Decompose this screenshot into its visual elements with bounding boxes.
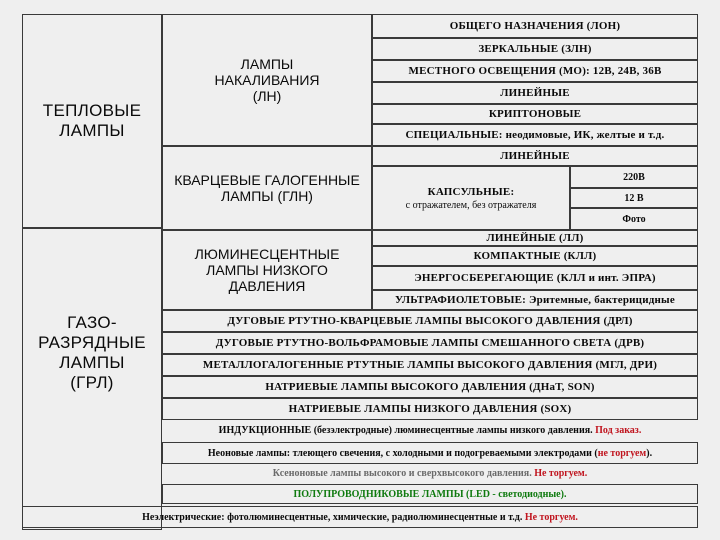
drv-label: ДУГОВЫЕ РТУТНО-ВОЛЬФРАМОВЫЕ ЛАМПЫ СМЕШАННОГО СВЕТА (ДРВ) bbox=[215, 337, 645, 349]
special-label: СПЕЦИАЛЬНЫЕ: неодимовые, ИК, желтые и т.д. bbox=[405, 129, 665, 141]
mgl-label: МЕТАЛЛОГАЛОГЕННЫЕ РТУТНЫЕ ЛАМПЫ ВЫСОКОГО ДАВЛЕНИЯ (МГЛ, ДРИ) bbox=[202, 359, 658, 371]
linear-fluorescent-row bbox=[372, 230, 698, 246]
voltage-220-label: 220В bbox=[623, 171, 645, 183]
voltage-12-cell bbox=[570, 188, 698, 208]
drv-row bbox=[162, 332, 698, 354]
capsule-halogen-box bbox=[372, 166, 570, 230]
led-label: ПОЛУПРОВОДНИКОВЫЕ ЛАМПЫ (LED - светодиодные). bbox=[293, 488, 567, 500]
special-row bbox=[372, 124, 698, 146]
linear-halogen-label: ЛИНЕЙНЫЕ bbox=[500, 150, 570, 162]
voltage-12-label: 12 В bbox=[624, 192, 644, 204]
induction-line bbox=[172, 425, 688, 436]
krypton-label: КРИПТОНОВЫЕ bbox=[488, 108, 582, 120]
neon-tail: ). bbox=[646, 447, 653, 459]
hps-label: НАТРИЕВЫЕ ЛАМПЫ ВЫСОКОГО ДАВЛЕНИЯ (ДНаТ, SON) bbox=[265, 381, 595, 393]
local-lighting-label: МЕСТНОГО ОСВЕЩЕНИЯ (МО): 12В, 24В, 36В bbox=[408, 65, 662, 77]
reflector-label: ЗЕРКАЛЬНЫЕ (ЗЛН) bbox=[478, 43, 592, 55]
drl-label: ДУГОВЫЕ РТУТНО-КВАРЦЕВЫЕ ЛАМПЫ ВЫСОКОГО ДАВЛЕНИЯ (ДРЛ) bbox=[227, 315, 633, 327]
induction-note: Под заказ. bbox=[595, 425, 642, 436]
reflector-row bbox=[372, 38, 698, 60]
neon-text: Неоновые лампы: тлеющего свечения, с холодными и подогреваемыми электродами ( bbox=[207, 447, 598, 459]
capsule-sub-label: с отражателем, без отражателя bbox=[405, 199, 537, 211]
non-electric-text: Неэлектрические: фотолюминесцентные, химические, радиолюминесцентные и т.д. bbox=[142, 511, 525, 523]
halogen-group-box bbox=[162, 146, 372, 230]
fluorescent-group-label: ЛЮМИНЕСЦЕНТНЫЕ ЛАМПЫ НИЗКОГО ДАВЛЕНИЯ bbox=[194, 246, 340, 294]
led-box bbox=[162, 484, 698, 504]
linear-incandescent-row bbox=[372, 82, 698, 104]
general-purpose-label: ОБЩЕГО НАЗНАЧЕНИЯ (ЛОН) bbox=[449, 20, 621, 32]
neon-box bbox=[162, 442, 698, 464]
xenon-text: Ксеноновые лампы высокого и сверхвысокого давления. bbox=[272, 468, 535, 479]
energy-saving-label: ЭНЕРГОСБЕРЕГАЮЩИЕ (КЛЛ и инт. ЭПРА) bbox=[414, 272, 656, 284]
krypton-row bbox=[372, 104, 698, 124]
drl-row bbox=[162, 310, 698, 332]
ultraviolet-label: УЛЬТРАФИОЛЕТОВЫЕ: Эритемные, бактерицидные bbox=[395, 294, 675, 306]
linear-halogen-row bbox=[372, 146, 698, 166]
thermal-lamps-box bbox=[22, 14, 162, 228]
incandescent-group-label: ЛАМПЫ НАКАЛИВАНИЯ (ЛН) bbox=[214, 56, 320, 104]
energy-saving-row bbox=[372, 266, 698, 290]
non-electric-note: Не торгуем. bbox=[524, 511, 578, 523]
lps-row bbox=[162, 398, 698, 420]
induction-text: ИНДУКЦИОННЫЕ (безэлектродные) люминесцентные лампы низкого давления. bbox=[218, 425, 596, 436]
xenon-line bbox=[162, 468, 698, 479]
linear-fluorescent-label: ЛИНЕЙНЫЕ (ЛЛ) bbox=[486, 232, 584, 244]
voltage-220-cell bbox=[570, 166, 698, 188]
linear-incandescent-label: ЛИНЕЙНЫЕ bbox=[500, 87, 570, 99]
xenon-note: Не торгуем. bbox=[534, 468, 588, 479]
photo-cell bbox=[570, 208, 698, 230]
neon-note: не торгуем bbox=[597, 447, 647, 459]
hps-row bbox=[162, 376, 698, 398]
thermal-lamps-label: ТЕПЛОВЫЕ ЛАМПЫ bbox=[42, 101, 142, 140]
gas-discharge-lamps-label: ГАЗО-РАЗРЯДНЫЕ ЛАМПЫ (ГРЛ) bbox=[38, 313, 146, 392]
mgl-row bbox=[162, 354, 698, 376]
non-electric-box bbox=[22, 506, 698, 528]
ultraviolet-row bbox=[372, 290, 698, 310]
compact-fluorescent-label: КОМПАКТНЫЕ (КЛЛ) bbox=[473, 250, 597, 262]
fluorescent-group-box bbox=[162, 230, 372, 310]
incandescent-group-box bbox=[162, 14, 372, 146]
lps-label: НАТРИЕВЫЕ ЛАМПЫ НИЗКОГО ДАВЛЕНИЯ (SOX) bbox=[288, 403, 572, 415]
gas-discharge-lamps-box bbox=[22, 228, 162, 530]
halogen-group-label: КВАРЦЕВЫЕ ГАЛОГЕННЫЕ ЛАМПЫ (ГЛН) bbox=[174, 172, 360, 204]
local-lighting-row bbox=[372, 60, 698, 82]
capsule-label: КАПСУЛЬНЫЕ: bbox=[427, 185, 515, 198]
general-purpose-row bbox=[372, 14, 698, 38]
photo-label: Фото bbox=[622, 213, 646, 225]
compact-fluorescent-row bbox=[372, 246, 698, 266]
